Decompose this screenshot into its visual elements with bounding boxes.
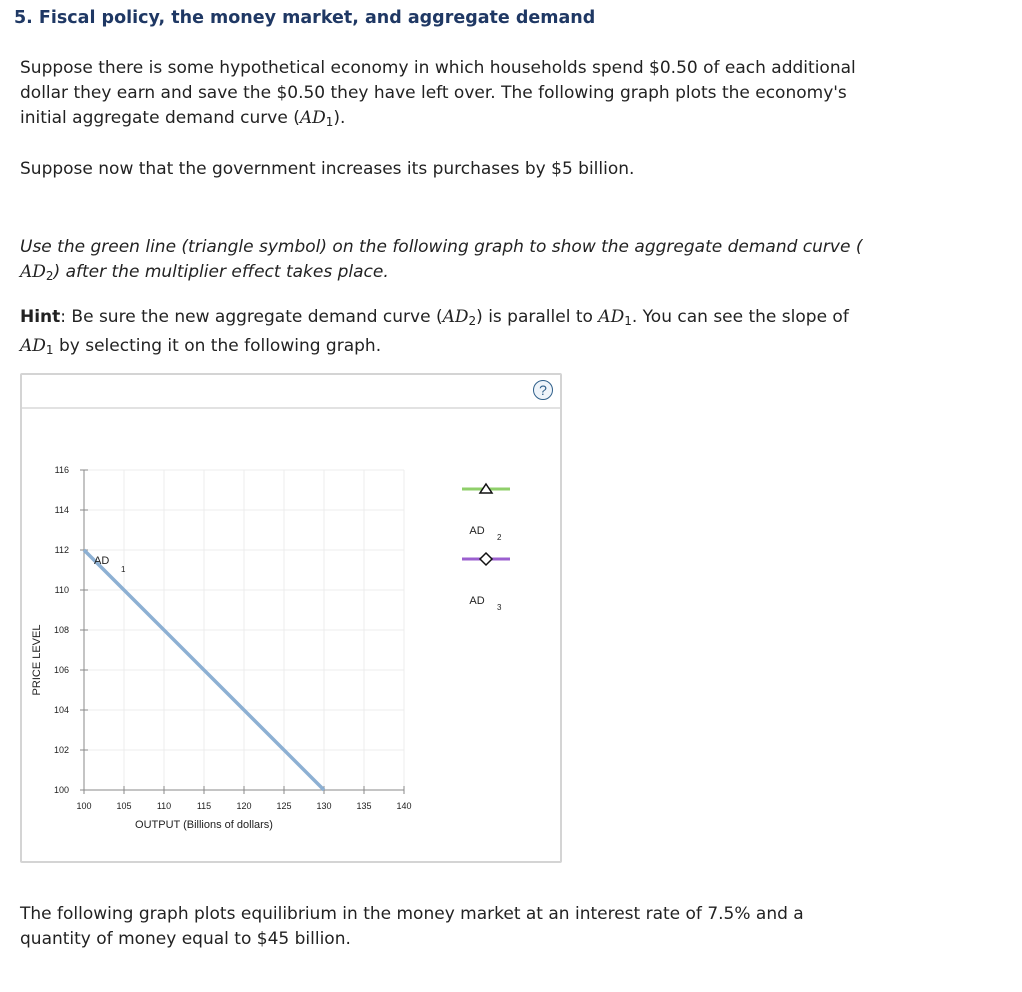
followup-paragraph [20, 902, 804, 952]
followup-line-2: quantity of money equal to $45 billion. [20, 929, 351, 949]
x-tick-label: 115 [196, 801, 212, 811]
y-tick-label: 100 [53, 785, 69, 795]
graph-widget [20, 373, 562, 863]
section-title: 5. Fiscal policy, the money market, and aggregate demand [14, 8, 596, 28]
policy-change-text: Suppose now that the government increases its purchases by $5 billion. [20, 159, 635, 179]
legend-tool-ad3[interactable] [462, 553, 510, 612]
legend-label: AD [469, 595, 485, 607]
y-tick-label: 108 [53, 625, 69, 635]
hint-line-2: $AD_1$ by selecting it on the following graph. [20, 336, 382, 357]
instruction-paragraph [20, 235, 862, 289]
hint-paragraph [20, 305, 849, 363]
x-tick-label: 140 [396, 801, 412, 811]
intro-line-1: Suppose there is some hypothetical economy in which households spend $0.50 of each additional [20, 58, 856, 78]
legend-subscript: 2 [497, 533, 502, 542]
y-tick-label: 106 [53, 665, 69, 675]
ad1-curve-label: AD [94, 555, 110, 567]
x-tick-label: 120 [236, 801, 252, 811]
y-tick-label: 104 [53, 705, 69, 715]
instruction-line-1: Use the green line (triangle symbol) on the following graph to show the aggregate demand curve ( [20, 237, 863, 257]
legend-subscript: 3 [497, 603, 502, 612]
intro-paragraph [20, 56, 856, 135]
y-tick-label: 116 [54, 465, 69, 475]
x-axis-label: OUTPUT (Billions of dollars) [135, 819, 273, 831]
help-icon[interactable]: ? [533, 380, 553, 400]
instruction-line-2: $AD_2$) after the multiplier effect takes place. [20, 262, 389, 283]
followup-line-1: The following graph plots equilibrium in the money market at an interest rate of 7.5% and a [20, 904, 804, 924]
y-tick-label: 102 [53, 745, 69, 755]
y-axis-label: PRICE LEVEL [31, 624, 43, 696]
diamond-icon [480, 553, 492, 565]
hint-line-1: Hint: Be sure the new aggregate demand curve $(AD_2)$ is parallel to $AD_1$. You can see the slope of [20, 307, 849, 328]
x-tick-label: 110 [156, 801, 172, 811]
ad-graph[interactable] [22, 375, 560, 861]
intro-line-2: dollar they earn and save the $0.50 they have left over. The following graph plots the economy's [20, 83, 847, 103]
x-tick-label: 125 [276, 801, 292, 811]
legend-label: AD [469, 525, 485, 537]
y-tick-label: 112 [54, 545, 69, 555]
y-tick-label: 110 [54, 585, 69, 595]
x-tick-label: 105 [116, 801, 132, 811]
ad1-curve-subscript: 1 [121, 565, 126, 574]
y-tick-label: 114 [54, 505, 69, 515]
legend-tool-ad2[interactable] [462, 484, 510, 542]
intro-line-3: initial aggregate demand curve $(AD_1)$. [20, 108, 346, 129]
hint-label: Hint [20, 307, 61, 327]
x-tick-label: 130 [316, 801, 332, 811]
x-tick-label: 135 [356, 801, 372, 811]
x-tick-label: 100 [76, 801, 92, 811]
